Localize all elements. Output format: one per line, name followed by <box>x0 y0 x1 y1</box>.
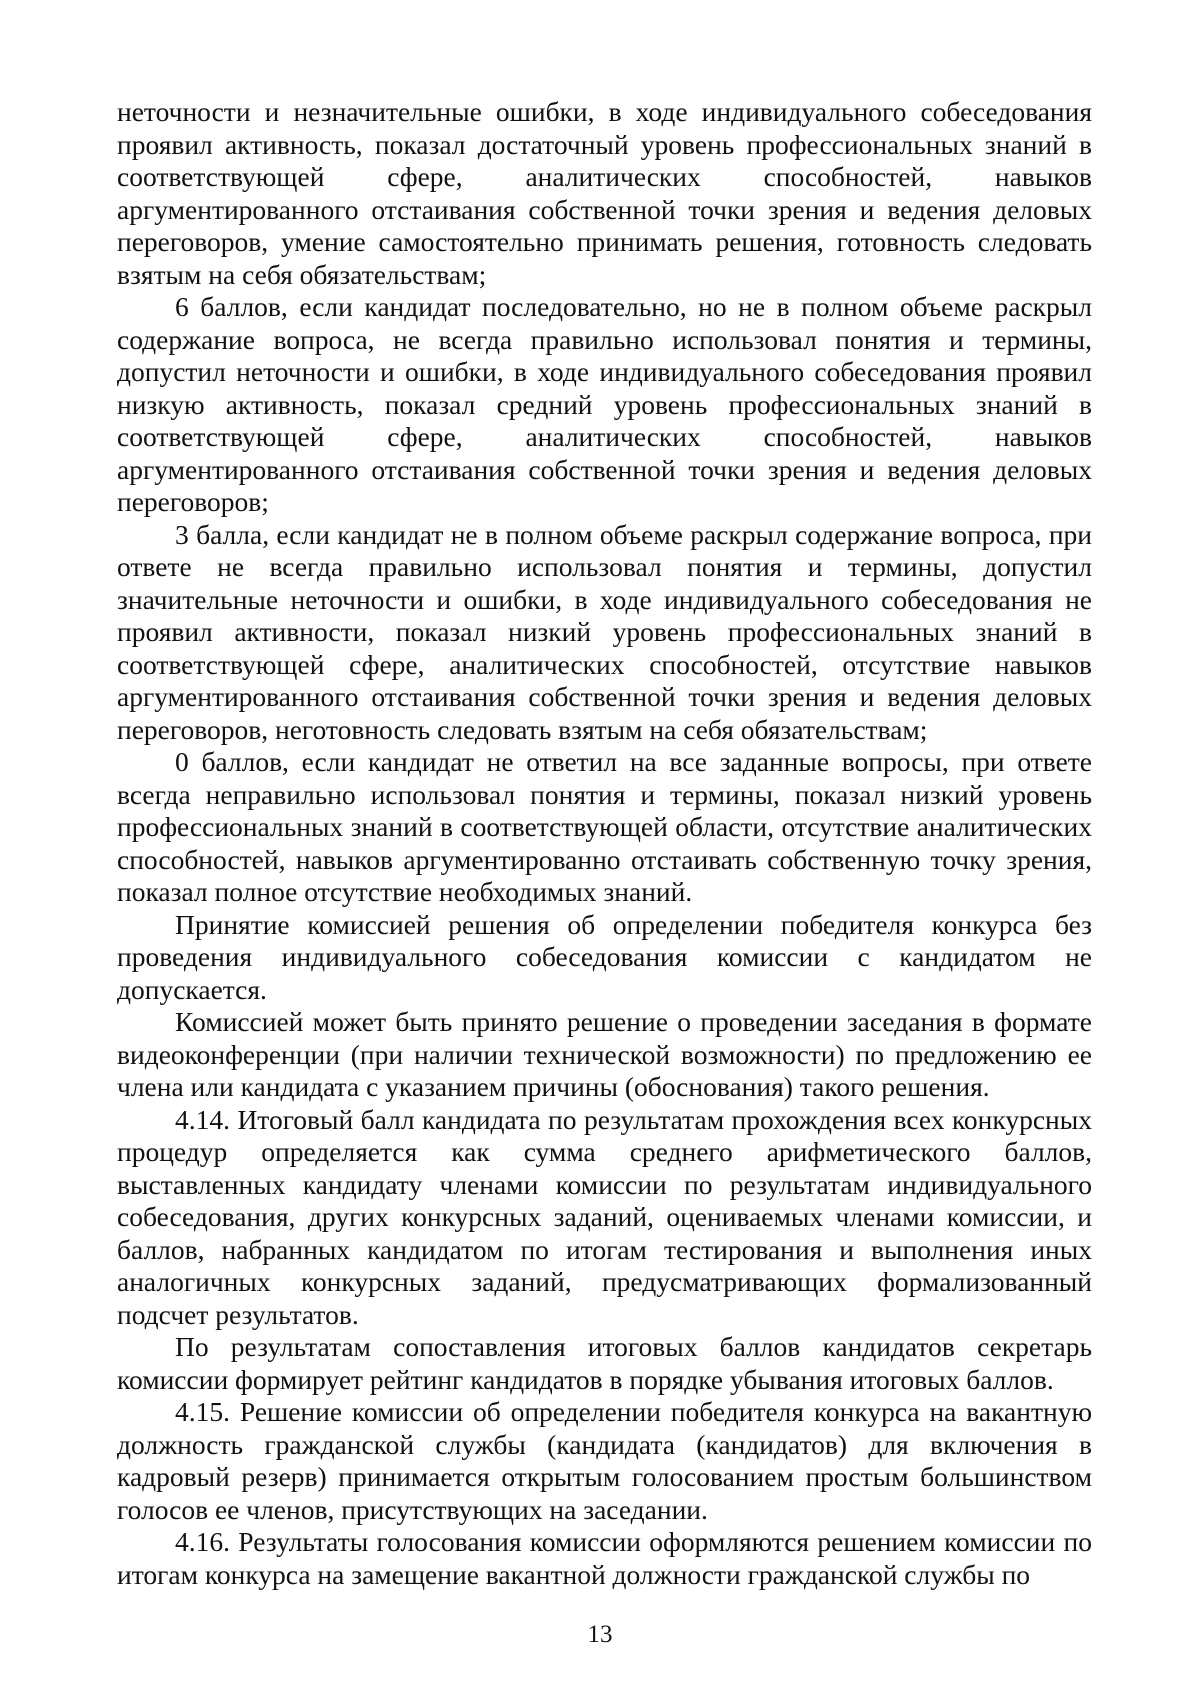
page-number: 13 <box>587 1621 613 1648</box>
paragraph-4-15: 4.15. Решение комиссии об определении победителя конкурса на вакантную должность гражданской службы (кандидата (кандидатов) для включения в кадровый резерв) принимается открытым голосованием простым большинством голосов ее членов, присутствующих на заседании. <box>117 1396 1092 1525</box>
document-body <box>117 96 1092 1591</box>
paragraph-no-interview: Принятие комиссией решения об определении победителя конкурса без проведения индивидуального собеседования комиссии с кандидатом не допускается. <box>117 908 1092 1005</box>
paragraph-videoconference: Комиссией может быть принято решение о проведении заседания в формате видеоконференции (при наличии технической возможности) по предложению ее члена или кандидата с указанием причины (обоснования) такого решения. <box>117 1006 1092 1102</box>
paragraph-3-points: 3 балла, если кандидат не в полном объеме раскрыл содержание вопроса, при ответе не всегда правильно использовал понятия и термины, допустил значительные неточности и ошибки, в ходе индивидуального собеседования не проявил активности, показал низкий уровень профессиональных знаний в соответствующей сфере, аналитических способностей, отсутствие навыков аргументированного отстаивания собственной точки зрения и ведения деловых переговоров, неготовность следовать взятым на себя обязательствам; <box>117 518 1092 745</box>
paragraph-6-points: 6 баллов, если кандидат последовательно, но не в полном объеме раскрыл содержание вопроса, не всегда правильно использовал понятия и термины, допустил неточности и ошибки, в ходе индивидуального собеседования проявил низкую активность, показал средний уровень профессиональных знаний в соответствующей сфере, аналитических способностей, навыков аргументированного отстаивания собственной точки зрения и ведения деловых переговоров; <box>117 291 1092 517</box>
paragraph-continuation: неточности и незначительные ошибки, в ходе индивидуального собеседования проявил активность, показал достаточный уровень профессиональных знаний в соответствующей сфере, аналитических способностей, навыков аргументированного отстаивания собственной точки зрения и ведения деловых переговоров, умение самостоятельно принимать решения, готовность следовать взятым на себя обязательствам; <box>117 96 1092 290</box>
paragraph-0-points: 0 баллов, если кандидат не ответил на все заданные вопросы, при ответе всегда неправильно использовал понятия и термины, показал низкий уровень профессиональных знаний в соответствующей области, отсутствие аналитических способностей, навыков аргументированно отстаивать собственную точку зрения, показал полное отсутствие необходимых знаний. <box>117 746 1092 907</box>
paragraph-4-14: 4.14. Итоговый балл кандидата по результатам прохождения всех конкурсных процедур определяется как сумма среднего арифметического баллов, выставленных кандидату членами комиссии по результатам индивидуального собеседования, других конкурсных заданий, оцениваемых членами комиссии, и баллов, набранных кандидатом по итогам тестирования и выполнения иных аналогичных конкурсных заданий, предусматривающих формализованный подсчет результатов. <box>117 1103 1092 1330</box>
paragraph-4-16: 4.16. Результаты голосования комиссии оформляются решением комиссии по итогам конкурса на замещение вакантной должности гражданской службы по <box>117 1526 1092 1590</box>
paragraph-rating: По результатам сопоставления итоговых баллов кандидатов секретарь комиссии формирует рейтинг кандидатов в порядке убывания итоговых баллов. <box>117 1331 1092 1395</box>
